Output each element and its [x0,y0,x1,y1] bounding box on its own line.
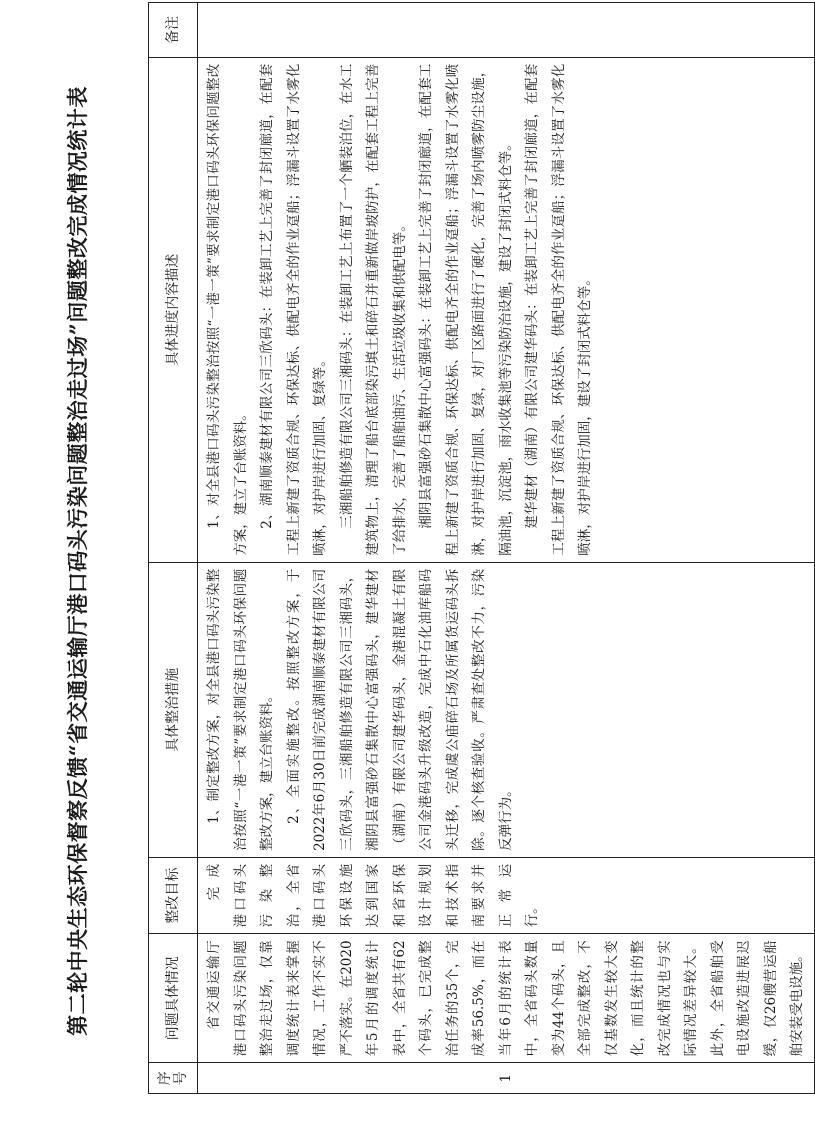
cell-seq: 1 [198,1063,815,1094]
header-goal: 整改目标 [149,857,198,934]
header-note: 备注 [149,3,198,58]
table-header-row [149,3,198,1094]
rectification-status-table [148,2,815,1094]
header-problem: 问题具体情况 [149,934,198,1063]
progress-paragraph: 2、湖南顺泰建材有限公司三欣码头：在装卸工艺上完善了封闭廊道，在配套工程上新建了资质合规、环保达标、供配电齐全的作业趸船；浮漏斗设置了水雾化喷淋，对护岸进行加固、复绿等。 [259,63,328,556]
progress-paragraph: 三湘船舶修造有限公司三湘码头：在装卸工艺上布置了一个舾装泊位，在水工建筑物上，清理了船台底部染污填土和碎石并重新做岸坡防护，在配套工程上完善了给排水，完善了船舶油污、生活垃圾收集和供配电等。 [338,63,408,556]
measure-paragraph: 2、全面实施整改。按照整改方案，于2022年6月30日前完成湖南顺泰建材有限公司三欣码头，三湘船舶修造有限公司三湘码头，湘阴县富强砂石集散中心富强码头，建华建材（湖南）有限公司建华码头，金港混凝土有限公司金港码头升级改造，完成中石化油库船码头迁移，完成虞公庙碎石场及所属货运码头拆除。逐个核查验收。严肃查处整改不力，污染反弹行为。 [285,568,514,851]
progress-paragraph: 1、对全县港口码头污染整治按照“一港一策”要求制定港口码头环保问题整改方案，建立了台账资料。 [206,63,249,556]
header-measures: 具体整治措施 [149,562,198,857]
header-seq: 序号 [149,1063,198,1094]
header-progress: 具体进度内容描述 [149,57,198,562]
cell-progress [198,57,815,562]
cell-goal [198,857,815,934]
problem-text: 省交通运输厅港口码头污染问题整治走过场，仅靠调度统计表来掌握情况，工作不实不严不落实。在2020年5月的调度统计表中，全省共有62个码头，已完成整治任务的35个，完成率56.5%，而在当年6月的统计表中，全省码头数量变为44个码头，且全部完成整改，不仅基数发生较大变化，而且统计的整改完成情况也与实际情况差异较大。此外，全省船舶受电设施改造进展迟缓，仅26艘营运船舶安装受电设施。 [206,940,805,1057]
progress-paragraph: 湘阴县富强砂石集散中心富强码头：在装卸工艺上完善了封闭廊道，在配套工程上新建了资质合规、环保达标、供配电齐全的作业趸船；浮漏斗设置了水雾化喷淋，对护岸进行加固、复绿，对厂区路面进行了硬化，完善了场内喷雾防尘设施，隔油池，沉淀池，雨水收集池等污染防治设施，建设了封闭式料仓等。 [418,63,514,556]
cell-measures [198,562,815,857]
cell-note [198,3,815,58]
measure-paragraph: 1、制定整改方案，对全县港口码头污染整治按照“一港一策”要求制定港口码头环保问题整改方案，建立台账资料。 [206,568,275,851]
goal-text: 完成港口码头污染整治，全省港口码头环保设施达到国家和省环保设计规划和技术指南要求并正常运行。 [206,863,540,928]
table-row [198,3,815,1094]
document-title: 第二轮中央生态环保督察反馈“省交通运输厅港口码头污染问题整治走过场”问题整改完成情况统计表 [65,86,90,1036]
cell-problem [198,934,815,1063]
progress-paragraph: 建华建材（湖南）有限公司建华码头：在装卸工艺上完善了封闭廊道，在配套工程上新建了资质合规、环保达标、供配电齐全的作业趸船；浮漏斗设置了水雾化喷淋，对护岸进行加固，建设了封闭式料仓等。 [524,63,593,556]
